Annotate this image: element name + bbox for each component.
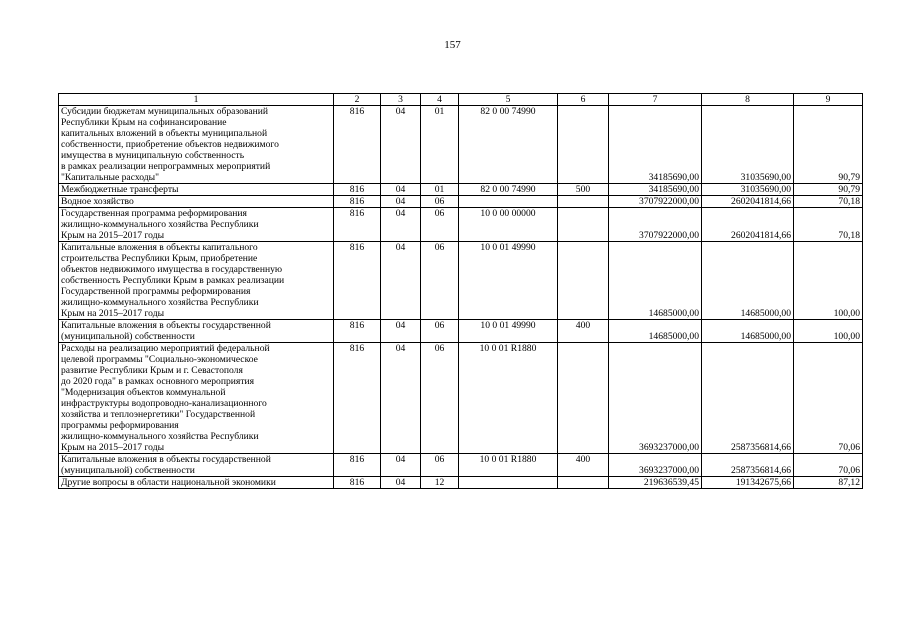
code-cell: 816 — [334, 184, 381, 196]
row-name: Другие вопросы в области национальной экономики — [59, 477, 334, 489]
amount-cell: 3693237000,00 — [609, 454, 702, 477]
code-cell: 04 — [381, 106, 421, 184]
code-cell: 816 — [334, 242, 381, 320]
code-cell: 10 0 01 R1880 — [459, 454, 558, 477]
code-cell: 06 — [421, 196, 459, 208]
percent-cell: 100,00 — [794, 242, 863, 320]
row-name: Капитальные вложения в объекты капитального строительства Республики Крым, приобретение объектов недвижимого имущества в государственную собственность Республики Крым в рамках реализации Государственной программы реформирования жилищно-коммунального хозяйства Республики Крым на 2015–2017 годы — [59, 242, 334, 320]
amount-cell: 14685000,00 — [609, 320, 702, 343]
code-cell: 04 — [381, 184, 421, 196]
amount-cell: 2602041814,66 — [702, 208, 794, 242]
code-cell: 816 — [334, 343, 381, 454]
header-row — [59, 94, 863, 106]
amount-cell: 2587356814,66 — [702, 343, 794, 454]
code-cell: 06 — [421, 343, 459, 454]
percent-cell: 87,12 — [794, 477, 863, 489]
code-cell — [558, 343, 609, 454]
code-cell: 816 — [334, 320, 381, 343]
percent-cell: 90,79 — [794, 184, 863, 196]
code-cell — [459, 477, 558, 489]
code-cell — [558, 196, 609, 208]
code-cell: 01 — [421, 106, 459, 184]
code-cell: 10 0 01 49990 — [459, 242, 558, 320]
amount-cell: 3707922000,00 — [609, 196, 702, 208]
row-name: Государственная программа реформирования жилищно-коммунального хозяйства Республики Крым на 2015–2017 годы — [59, 208, 334, 242]
row-name: Капитальные вложения в объекты государственной (муниципальной) собственности — [59, 454, 334, 477]
header-cell: 3 — [381, 94, 421, 106]
code-cell: 10 0 01 R1880 — [459, 343, 558, 454]
amount-cell: 14685000,00 — [702, 242, 794, 320]
row-name: Субсидии бюджетам муниципальных образований Республики Крым на софинансирование капитальных вложений в объекты муниципальной собственности, приобретение объектов недвижимого имущества в муниципальную собственность в рамках реализации непрограммных мероприятий "Капитальные расходы" — [59, 106, 334, 184]
budget-table — [58, 93, 863, 489]
code-cell: 06 — [421, 320, 459, 343]
header-cell: 7 — [609, 94, 702, 106]
code-cell: 04 — [381, 477, 421, 489]
amount-cell: 219636539,45 — [609, 477, 702, 489]
row-name: Межбюджетные трансферты — [59, 184, 334, 196]
header-cell: 6 — [558, 94, 609, 106]
amount-cell: 31035690,00 — [702, 184, 794, 196]
header-cell: 5 — [459, 94, 558, 106]
table-row — [59, 196, 863, 208]
code-cell — [558, 242, 609, 320]
row-name: Капитальные вложения в объекты государственной (муниципальной) собственности — [59, 320, 334, 343]
percent-cell: 90,79 — [794, 106, 863, 184]
code-cell: 04 — [381, 454, 421, 477]
code-cell: 400 — [558, 454, 609, 477]
table-row — [59, 454, 863, 477]
code-cell: 10 0 00 00000 — [459, 208, 558, 242]
header-cell: 8 — [702, 94, 794, 106]
code-cell: 04 — [381, 320, 421, 343]
header-cell: 4 — [421, 94, 459, 106]
percent-cell: 100,00 — [794, 320, 863, 343]
code-cell: 816 — [334, 208, 381, 242]
row-name: Водное хозяйство — [59, 196, 334, 208]
header-cell: 2 — [334, 94, 381, 106]
code-cell — [558, 106, 609, 184]
percent-cell: 70,18 — [794, 196, 863, 208]
code-cell: 816 — [334, 454, 381, 477]
amount-cell: 34185690,00 — [609, 184, 702, 196]
code-cell: 06 — [421, 454, 459, 477]
percent-cell: 70,06 — [794, 343, 863, 454]
amount-cell: 14685000,00 — [609, 242, 702, 320]
amount-cell: 3707922000,00 — [609, 208, 702, 242]
code-cell: 82 0 00 74990 — [459, 184, 558, 196]
amount-cell: 191342675,66 — [702, 477, 794, 489]
percent-cell: 70,18 — [794, 208, 863, 242]
table-row — [59, 106, 863, 184]
code-cell: 01 — [421, 184, 459, 196]
code-cell — [558, 208, 609, 242]
table-row — [59, 208, 863, 242]
code-cell: 06 — [421, 208, 459, 242]
code-cell: 04 — [381, 343, 421, 454]
amount-cell: 31035690,00 — [702, 106, 794, 184]
code-cell: 10 0 01 49990 — [459, 320, 558, 343]
code-cell: 816 — [334, 196, 381, 208]
code-cell: 04 — [381, 242, 421, 320]
page-number: 157 — [444, 39, 461, 51]
amount-cell: 3693237000,00 — [609, 343, 702, 454]
header-cell: 1 — [59, 94, 334, 106]
header-cell: 9 — [794, 94, 863, 106]
table-row — [59, 242, 863, 320]
code-cell: 12 — [421, 477, 459, 489]
code-cell: 400 — [558, 320, 609, 343]
code-cell: 82 0 00 74990 — [459, 106, 558, 184]
row-name: Расходы на реализацию мероприятий федеральной целевой программы "Социально-экономическое развитие Республики Крым и г. Севастополя до 2020 года" в рамках основного мероприятия "Модернизация объектов коммунальной инфраструктуры водопроводно-канализационного хозяйства и теплоэнергетики" Государственной программы реформирования жилищно-коммунального хозяйства Республики Крым на 2015–2017 годы — [59, 343, 334, 454]
code-cell: 816 — [334, 477, 381, 489]
amount-cell: 14685000,00 — [702, 320, 794, 343]
amount-cell: 2602041814,66 — [702, 196, 794, 208]
table-row — [59, 320, 863, 343]
amount-cell: 2587356814,66 — [702, 454, 794, 477]
code-cell: 500 — [558, 184, 609, 196]
amount-cell: 34185690,00 — [609, 106, 702, 184]
code-cell: 816 — [334, 106, 381, 184]
code-cell — [459, 196, 558, 208]
code-cell: 04 — [381, 208, 421, 242]
code-cell: 04 — [381, 196, 421, 208]
code-cell: 06 — [421, 242, 459, 320]
code-cell — [558, 477, 609, 489]
table-row — [59, 184, 863, 196]
table-row — [59, 343, 863, 454]
percent-cell: 70,06 — [794, 454, 863, 477]
table-row — [59, 477, 863, 489]
